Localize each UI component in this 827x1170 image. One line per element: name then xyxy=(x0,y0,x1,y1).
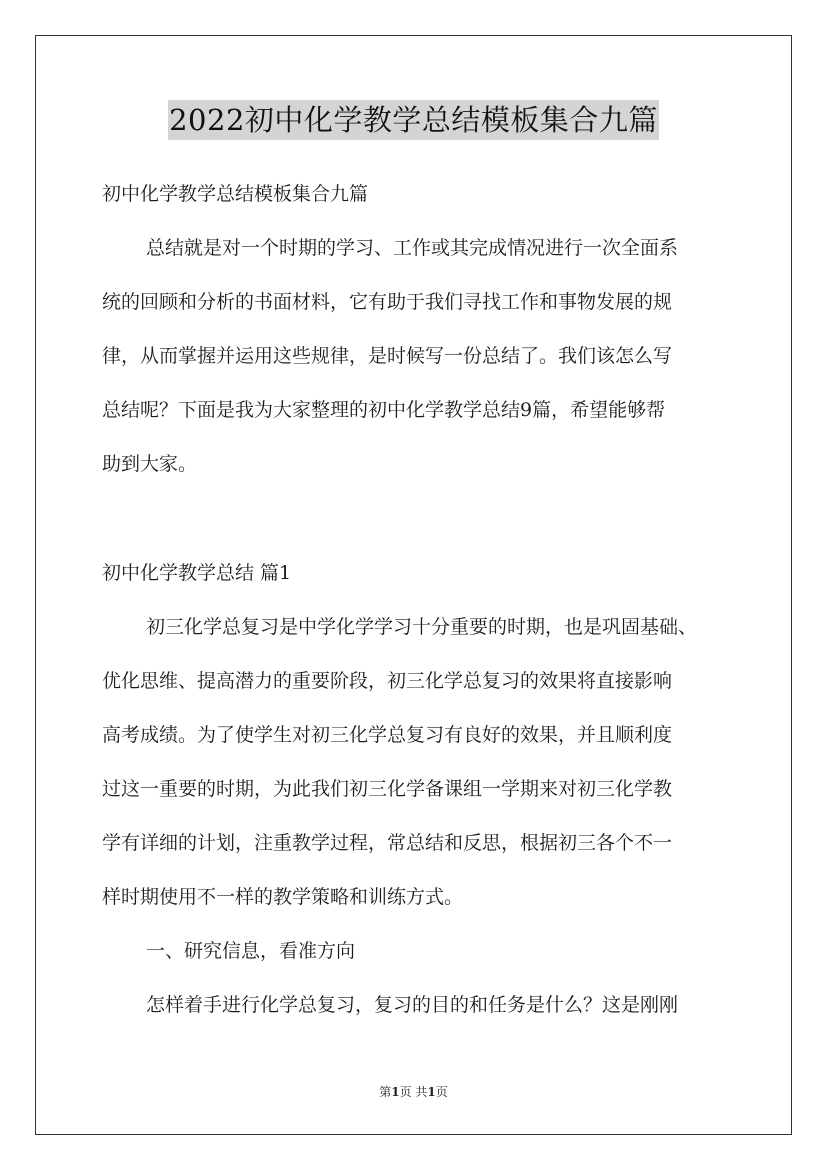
footer-page-total: 1 xyxy=(427,1085,436,1099)
section-line-6: 样时期使用不一样的教学策略和训练方式。 xyxy=(102,886,464,908)
point-line-1: 怎样着手进行化学总复习，复习的目的和任务是什么？这是刚刚 xyxy=(146,994,679,1016)
section-line-5: 学有详细的计划，注重教学过程，常总结和反思，根据初三各个不一 xyxy=(102,832,673,854)
section-line-2: 优化思维、提高潜力的重要阶段，初三化学总复习的效果将直接影响 xyxy=(102,670,673,692)
section-line-3: 高考成绩。为了使学生对初三化学总复习有良好的效果，并且顺利度 xyxy=(102,724,673,746)
intro-line-3: 律，从而掌握并运用这些规律，是时候写一份总结了。我们该怎么写 xyxy=(102,345,673,367)
intro-line-1: 总结就是对一个时期的学习、工作或其完成情况进行一次全面系 xyxy=(146,237,679,259)
point-heading: 一、研究信息，看准方向 xyxy=(146,940,356,962)
intro-line-5: 助到大家。 xyxy=(102,453,198,475)
intro-line-2: 统的回顾和分析的书面材料，它有助于我们寻找工作和事物发展的规 xyxy=(102,291,673,313)
footer-page-current: 1 xyxy=(391,1085,400,1099)
intro-line-4: 总结呢？下面是我为大家整理的初中化学教学总结9篇，希望能够帮 xyxy=(102,399,666,421)
document-title: 2022初中化学教学总结模板集合九篇 xyxy=(168,100,659,140)
page-footer xyxy=(0,1083,827,1100)
section-line-1: 初三化学总复习是中学化学学习十分重要的时期，也是巩固基础、 xyxy=(146,616,698,638)
section-line-4: 过这一重要的时期，为此我们初三化学备课组一学期来对初三化学教 xyxy=(102,778,673,800)
section-heading: 初中化学教学总结 篇1 xyxy=(102,562,292,584)
footer-page-mid: 页 共 xyxy=(399,1085,428,1099)
title-container xyxy=(0,100,827,140)
footer-page-suffix: 页 xyxy=(435,1085,448,1099)
footer-page-prefix: 第 xyxy=(379,1085,392,1099)
subtitle: 初中化学教学总结模板集合九篇 xyxy=(102,183,369,205)
